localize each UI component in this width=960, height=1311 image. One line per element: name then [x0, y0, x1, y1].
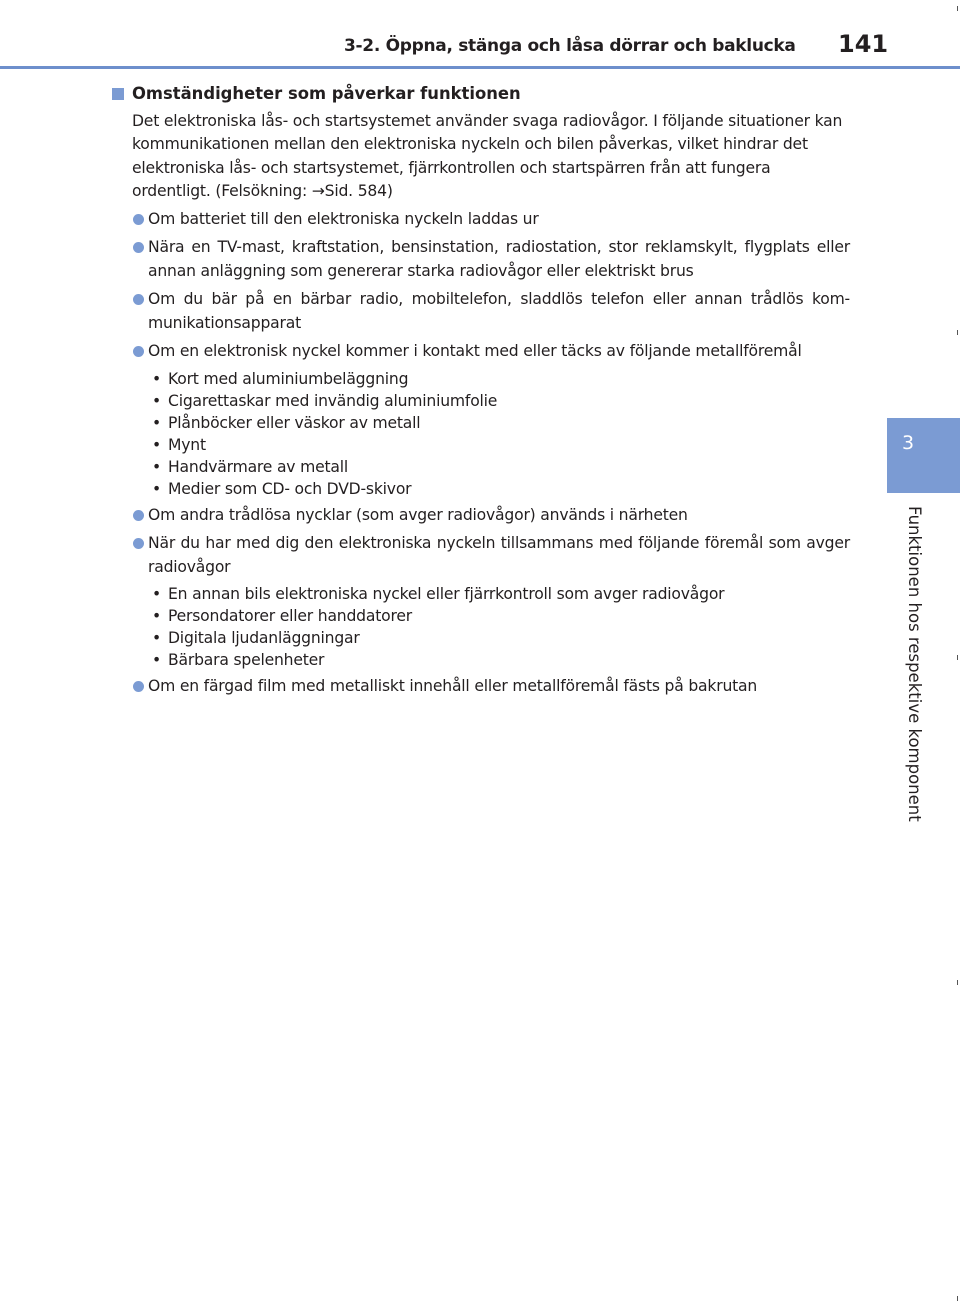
section-heading-text: Omständigheter som påverkar funktionen — [132, 84, 521, 103]
bullet-text: Nära en TV-mast, kraftstation, bensinstation, radiostation, stor reklamskylt, flygplats eller annan anläggning som genererar starka radiovågor eller elektriskt brus — [148, 238, 850, 280]
chapter-tab — [887, 418, 960, 493]
bullet-text: När du har med dig den elektroniska nyckeln tillsammans med följande föremål som avger radiovågor — [148, 534, 850, 576]
list-item: • Plånböcker eller väskor av metall — [152, 412, 850, 434]
circle-bullet-icon — [133, 294, 144, 305]
page-number: 141 — [838, 30, 889, 58]
bullet-text: Om du bär på en bärbar radio, mobiltelefon, sladdlös telefon eller annan trådlös kom-munikationsapparat — [148, 290, 850, 332]
list-item: • Handvärmare av metall — [152, 456, 850, 478]
circle-bullet-icon — [133, 510, 144, 521]
bullet-item — [112, 236, 850, 283]
header-rule — [0, 66, 960, 69]
bullet-text: Om batteriet till den elektroniska nyckeln laddas ur — [148, 209, 539, 228]
main-content — [112, 82, 850, 704]
chapter-label: Funktionen hos respektive komponent — [905, 506, 924, 822]
intro-paragraph: Det elektroniska lås- och startsystemet använder svaga radiovågor. I följande situationer kan kommunikationen mellan den elektroniska nyckeln och bilen påverkas, vilket hindrar det elektroniska lås- och startsystemet, fjärrkontrollen och startspärren från att fungera ordentligt. (Felsökning: →Sid. 584) — [132, 111, 843, 200]
bullet-item — [112, 675, 850, 699]
bullet-text: Om en färgad film med metalliskt innehåll eller metallföremål fästs på bakrutan — [148, 677, 758, 695]
list-item: • En annan bils elektroniska nyckel eller fjärrkontroll som avger radiovågor — [152, 583, 850, 605]
radio-items-list — [152, 583, 850, 671]
metal-items-list — [152, 368, 850, 500]
list-item: • Bärbara spelenheter — [152, 649, 850, 671]
crop-mark — [957, 6, 958, 11]
square-bullet-icon — [112, 88, 124, 100]
circle-bullet-icon — [133, 681, 144, 692]
list-item: • Medier som CD- och DVD-skivor — [152, 478, 850, 500]
bullet-item — [112, 532, 850, 579]
circle-bullet-icon — [133, 538, 144, 549]
section-heading — [112, 82, 850, 106]
circle-bullet-icon — [133, 242, 144, 253]
list-item: • Persondatorer eller handdatorer — [152, 605, 850, 627]
list-item: • Kort med aluminiumbeläggning — [152, 368, 850, 390]
list-item: • Mynt — [152, 434, 850, 456]
bullet-item — [112, 288, 850, 335]
list-item: • Cigarettaskar med invändig aluminiumfolie — [152, 390, 850, 412]
crop-mark — [957, 655, 958, 660]
bullet-text: Om andra trådlösa nycklar (som avger radiovågor) används i närheten — [148, 505, 688, 524]
bullet-item — [112, 504, 850, 528]
circle-bullet-icon — [133, 346, 144, 357]
crop-mark — [957, 980, 958, 985]
chapter-number: 3 — [901, 432, 915, 454]
header-title: 3-2. Öppna, stänga och låsa dörrar och baklucka — [344, 36, 796, 56]
bullet-item — [112, 208, 850, 232]
list-item: • Digitala ljudanläggningar — [152, 627, 850, 649]
bullet-item — [112, 340, 850, 364]
crop-mark — [957, 1296, 958, 1301]
circle-bullet-icon — [133, 214, 144, 225]
crop-mark — [957, 330, 958, 335]
bullet-text: Om en elektronisk nyckel kommer i kontakt med eller täcks av följande metallföremål — [148, 342, 802, 360]
